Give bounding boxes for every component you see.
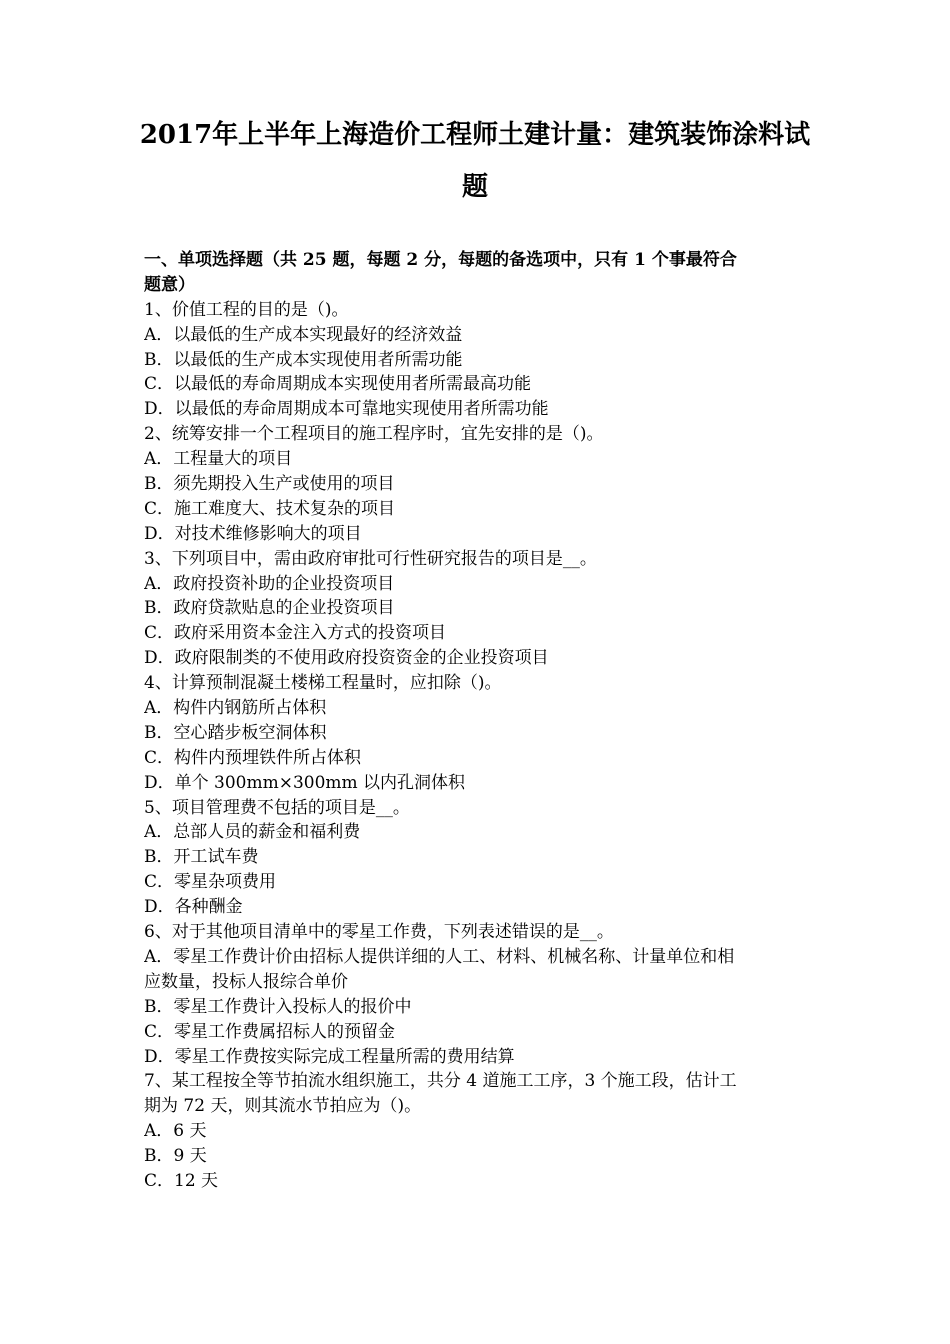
text-line: D．以最低的寿命周期成本可靠地实现使用者所需功能 [144,399,549,420]
text-line: B．政府贷款贴息的企业投资项目 [144,598,395,619]
text-line: B．空心踏步板空洞体积 [144,722,327,743]
text-line: 3、下列项目中，需由政府审批可行性研究报告的项目是__。 [144,548,597,569]
question-list [144,298,816,1194]
text-line: B．零星工作费计入投标人的报价中 [144,996,412,1017]
section-heading-line-1: 一、单项选择题（共 25 题，每题 2 分，每题的备选项中，只有 1 个事最符合 [144,250,737,270]
text-line: B．9 天 [144,1146,207,1167]
text-line: A．零星工作费计价由招标人提供详细的人工、材料、机械名称、计量单位和相 [144,946,735,967]
text-line: 1、价值工程的目的是（)。 [144,299,349,320]
text-line: C．以最低的寿命周期成本实现使用者所需最高功能 [144,374,532,395]
text-line: C．政府采用资本金注入方式的投资项目 [144,623,447,644]
text-line: C．施工难度大、技术复杂的项目 [144,498,396,519]
text-line: C．构件内预埋铁件所占体积 [144,747,362,768]
text-line: D．各种酬金 [144,897,243,918]
text-line: D．单个 300mm×300mm 以内孔洞体积 [144,772,466,793]
text-line: 7、某工程按全等节拍流水组织施工，共分 4 道施工工序，3 个施工段，估计工 [144,1071,737,1092]
text-line: A．工程量大的项目 [144,449,293,470]
text-line: 2、统筹安排一个工程项目的施工程序时，宜先安排的是（)。 [144,424,604,445]
text-line: 4、计算预制混凝土楼梯工程量时，应扣除（)。 [144,673,502,694]
document-title-line-2: 题 [461,172,488,202]
text-line: C．零星工作费属招标人的预留金 [144,1021,396,1042]
text-line: A．以最低的生产成本实现最好的经济效益 [144,324,463,345]
document-title-line-1: 2017年上半年上海造价工程师土建计量：建筑装饰涂料试 [139,120,811,150]
text-line: B．开工试车费 [144,847,259,868]
section-heading-line-2: 题意） [144,274,195,295]
text-line: C．零星杂项费用 [144,872,277,893]
text-line: B．须先期投入生产或使用的项目 [144,474,395,495]
text-line: A．政府投资补助的企业投资项目 [144,573,395,594]
text-line: 应数量，投标人报综合单价 [144,971,348,992]
text-line: 6、对于其他项目清单中的零星工作费，下列表述错误的是__。 [144,922,614,943]
text-line: B．以最低的生产成本实现使用者所需功能 [144,349,463,370]
text-line: C．12 天 [144,1170,219,1191]
text-line: A．总部人员的薪金和福利费 [144,822,361,843]
text-line: D．零星工作费按实际完成工程量所需的费用结算 [144,1046,515,1067]
text-line: 5、项目管理费不包括的项目是__。 [144,797,410,818]
text-line: D．对技术维修影响大的项目 [144,523,362,544]
text-line: A．构件内钢筋所占体积 [144,698,327,719]
text-line: 期为 72 天，则其流水节拍应为（)。 [144,1096,422,1117]
document-body [144,248,816,1194]
text-line: A．6 天 [144,1121,207,1142]
text-line: D．政府限制类的不使用政府投资资金的企业投资项目 [144,648,549,669]
